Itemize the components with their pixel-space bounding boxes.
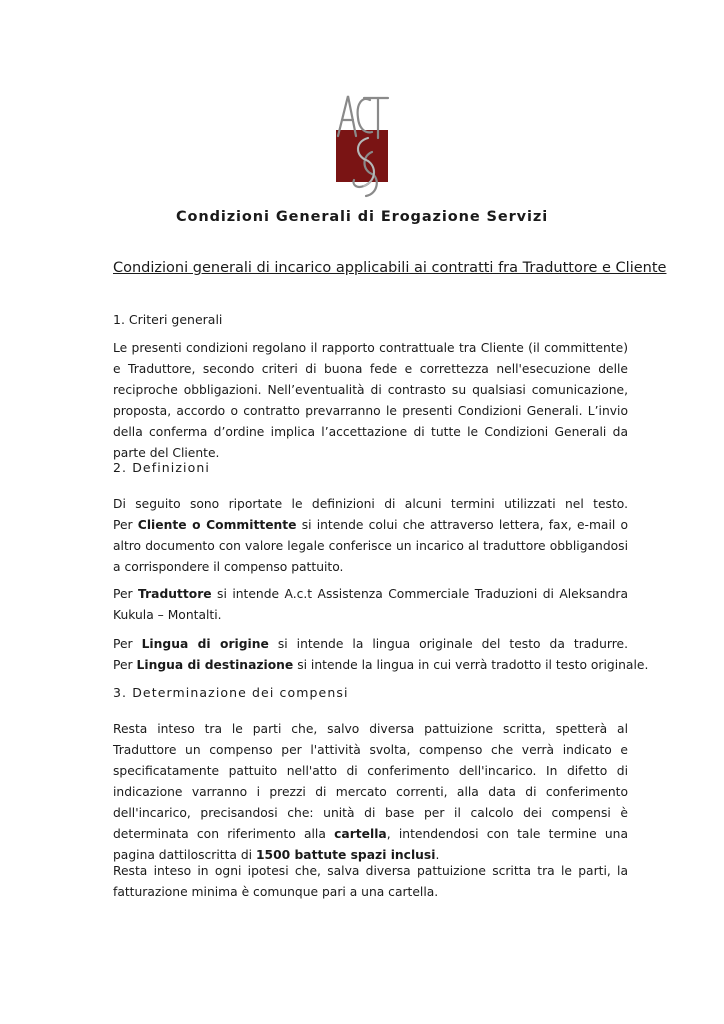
act-logo (334, 90, 390, 200)
term-lingua-origine: Lingua di origine (141, 637, 269, 651)
definition-origine: Per Lingua di origine si intende la lingua originale del testo da tradurre. (113, 637, 628, 651)
term-traduttore: Traduttore (138, 587, 212, 601)
definition-cliente: Per Cliente o Committente si intende colui che attraverso lettera, fax, e-mail o altro documento con valore legale conferisce un incarico al traduttore obbligandosi a corrispondere il compenso pattuito. (113, 518, 628, 574)
term-cliente: Cliente o Committente (137, 518, 297, 532)
definition-traduttore: Per Traduttore si intende A.c.t Assistenza Commerciale Traduzioni di Aleksandra Kukula – Montalti. (113, 587, 628, 622)
paragraph-compensi: Resta inteso tra le parti che, salvo diversa pattuizione scritta, spetterà al Traduttore un compenso per l'attività svolta, compenso che verrà indicato e specificatamente pattuito nell'atto di conferimento dell'incarico. In difetto di indicazione varranno i prezzi di mercato correnti, alla data di conferimento dell'incarico, precisandosi che: unità di base per il calcolo dei compensi è determinata con riferimento alla cartella, intendendosi con tale termine una pagina dattiloscritta di 1500 battute spazi inclusi. (113, 722, 628, 862)
paragraph-criteri: Le presenti condizioni regolano il rapporto contrattuale tra Cliente (il committente) e Traduttore, secondo criteri di buona fede e correttezza nell'esecuzione delle reciproche obbligazioni. Nell’eventualità di contrasto su qualsiasi comunicazione, proposta, accordo o contratto prevarranno le presenti Condizioni Generali. L’invio della conferma d’ordine implica l’accettazione di tutte le Condizioni Generali da parte del Cliente. (113, 341, 628, 460)
section-heading-compensi: 3. Determinazione dei compensi (113, 685, 349, 700)
paragraph-definizioni (113, 494, 628, 578)
paragraph-fatturazione: Resta inteso in ogni ipotesi che, salva diversa pattuizione scritta tra le parti, la fatturazione minima è comunque pari a una cartella. (113, 864, 628, 899)
definitions-lingue (113, 634, 649, 676)
term-lingua-destinazione: Lingua di destinazione (136, 658, 294, 672)
section-heading-definizioni: 2. Definizioni (113, 460, 210, 475)
section-heading-criteri: 1. Criteri generali (113, 312, 223, 327)
document-title: Condizioni Generali di Erogazione Servizi (175, 209, 549, 225)
definitions-intro: Di seguito sono riportate le definizioni di alcuni termini utilizzati nel testo. (113, 497, 628, 511)
document-subtitle: Condizioni generali di incarico applicabili ai contratti fra Traduttore e Cliente (113, 260, 667, 276)
definition-destinazione: Per Lingua di destinazione si intende la lingua in cui verrà tradotto il testo originale. (113, 658, 649, 672)
term-battute: 1500 battute spazi inclusi (256, 848, 436, 862)
term-cartella: cartella (334, 827, 387, 841)
